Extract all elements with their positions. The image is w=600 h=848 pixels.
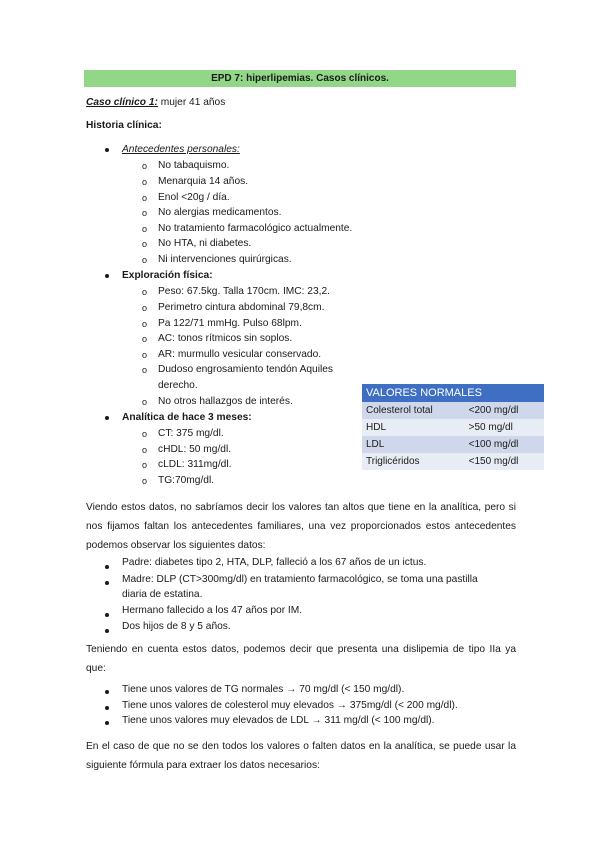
list-item: CT: 375 mg/dl. bbox=[158, 428, 224, 439]
table-cell: <200 mg/dl bbox=[465, 402, 544, 419]
circle-bullet-icon: o bbox=[142, 429, 148, 439]
circle-bullet-icon: o bbox=[142, 177, 148, 187]
list-item: No tratamiento farmacológico actualmente. bbox=[158, 223, 353, 234]
circle-bullet-icon: o bbox=[142, 161, 148, 171]
paragraph: En el caso de que no se den todos los valores o falten datos en la analítica, se puede usar la siguiente fórmula para extraer los datos necesarios: bbox=[86, 741, 516, 771]
circle-bullet-icon: o bbox=[142, 287, 148, 297]
bullet-icon bbox=[105, 581, 109, 585]
table-row bbox=[362, 453, 544, 470]
list-item: Pa 122/71 mmHg. Pulso 68lpm. bbox=[158, 318, 302, 329]
list-item: TG:70mg/dl. bbox=[158, 475, 215, 486]
bullet-icon bbox=[105, 690, 109, 694]
table-row bbox=[362, 419, 544, 436]
list-item: No HTA, ni diabetes. bbox=[158, 238, 252, 249]
list-item: No tabaquismo. bbox=[158, 160, 230, 171]
list-item: Menarquia 14 años. bbox=[158, 176, 249, 187]
list-item: Perimetro cintura abdominal 79,8cm. bbox=[158, 302, 325, 313]
circle-bullet-icon: o bbox=[142, 224, 148, 234]
bullet-icon bbox=[105, 721, 109, 725]
list-item: Dos hijos de 8 y 5 años. bbox=[122, 621, 231, 632]
paragraph: Teniendo en cuenta estos datos, podemos decir que presenta una dislipemia de tipo IIa ya que: bbox=[86, 644, 516, 674]
history-heading: Historia clínica: bbox=[86, 120, 162, 131]
table-header: VALORES NORMALES bbox=[362, 384, 544, 402]
table-cell: <150 mg/dl bbox=[465, 453, 544, 470]
case-patient: mujer 41 años bbox=[160, 97, 226, 108]
paragraph: Viendo estos datos, no sabríamos decir los valores tan altos que tiene en la analítica, pero si nos fijamos faltan los antecedentes familiares, una vez proporcionados estos antecedentes podemos observar los siguientes datos: bbox=[86, 502, 516, 551]
case-label: Caso clínico 1: bbox=[86, 97, 158, 108]
bullet-icon bbox=[105, 565, 109, 569]
list-item: No otros hallazgos de interés. bbox=[158, 396, 293, 407]
antecedentes-heading: Antecedentes personales: bbox=[122, 144, 240, 155]
circle-bullet-icon: o bbox=[142, 476, 148, 486]
circle-bullet-icon: o bbox=[142, 365, 148, 375]
list-item: Madre: DLP (CT>300mg/dl) en tratamiento farmacológico, se toma una pastilla bbox=[122, 574, 478, 585]
normal-values-table bbox=[362, 384, 544, 470]
table-cell: <100 mg/dl bbox=[465, 436, 544, 453]
bullet-icon bbox=[105, 416, 109, 420]
circle-bullet-icon: o bbox=[142, 303, 148, 313]
table-cell: HDL bbox=[362, 419, 465, 436]
list-item: AC: tonos rítmicos sin soplos. bbox=[158, 333, 293, 344]
circle-bullet-icon: o bbox=[142, 397, 148, 407]
list-item-continuation: diaria de estatina. bbox=[122, 589, 203, 600]
circle-bullet-icon: o bbox=[142, 193, 148, 203]
list-item: Ni intervenciones quirúrgicas. bbox=[158, 254, 292, 265]
circle-bullet-icon: o bbox=[142, 445, 148, 455]
list-item-continuation: derecho. bbox=[158, 380, 198, 391]
list-item: Enol <20g / día. bbox=[158, 192, 230, 203]
circle-bullet-icon: o bbox=[142, 239, 148, 249]
bullet-icon bbox=[105, 629, 109, 633]
bullet-icon bbox=[105, 274, 109, 278]
bullet-icon bbox=[105, 706, 109, 710]
circle-bullet-icon: o bbox=[142, 255, 148, 265]
document-title: EPD 7: hiperlipemias. Casos clínicos. bbox=[84, 70, 516, 87]
case-heading bbox=[86, 96, 225, 110]
circle-bullet-icon: o bbox=[142, 460, 148, 470]
list-item: Tiene unos valores de TG normales → 70 mg/dl (< 150 mg/dl). bbox=[122, 684, 405, 695]
table-row bbox=[362, 402, 544, 419]
list-item: Tiene unos valores muy elevados de LDL → 311 mg/dl (< 100 mg/dl). bbox=[122, 715, 435, 726]
list-item: cHDL: 50 mg/dl. bbox=[158, 444, 232, 455]
list-item: AR: murmullo vesicular conservado. bbox=[158, 349, 322, 360]
list-item: Peso: 67.5kg. Talla 170cm. IMC: 23,2. bbox=[158, 286, 330, 297]
table-cell: LDL bbox=[362, 436, 465, 453]
table-cell: >50 mg/dl bbox=[465, 419, 544, 436]
exploracion-heading: Exploración física: bbox=[122, 270, 213, 281]
circle-bullet-icon: o bbox=[142, 334, 148, 344]
bullet-icon bbox=[105, 148, 109, 152]
circle-bullet-icon: o bbox=[142, 208, 148, 218]
circle-bullet-icon: o bbox=[142, 350, 148, 360]
table-cell: Triglicéridos bbox=[362, 453, 465, 470]
bullet-icon bbox=[105, 613, 109, 617]
list-item: Dudoso engrosamiento tendón Aquiles bbox=[158, 364, 334, 375]
list-item: Tiene unos valores de colesterol muy elevados → 375mg/dl (< 200 mg/dl). bbox=[122, 700, 458, 711]
list-item: cLDL: 311mg/dl. bbox=[158, 459, 232, 470]
list-item: No alergias medicamentos. bbox=[158, 207, 282, 218]
list-item: Padre: diabetes tipo 2, HTA, DLP, falleció a los 67 años de un ictus. bbox=[122, 557, 427, 568]
analitica-heading: Analítica de hace 3 meses: bbox=[122, 412, 252, 423]
table-cell: Colesterol total bbox=[362, 402, 465, 419]
table-row bbox=[362, 436, 544, 453]
list-item: Hermano fallecido a los 47 años por IM. bbox=[122, 605, 303, 616]
circle-bullet-icon: o bbox=[142, 319, 148, 329]
